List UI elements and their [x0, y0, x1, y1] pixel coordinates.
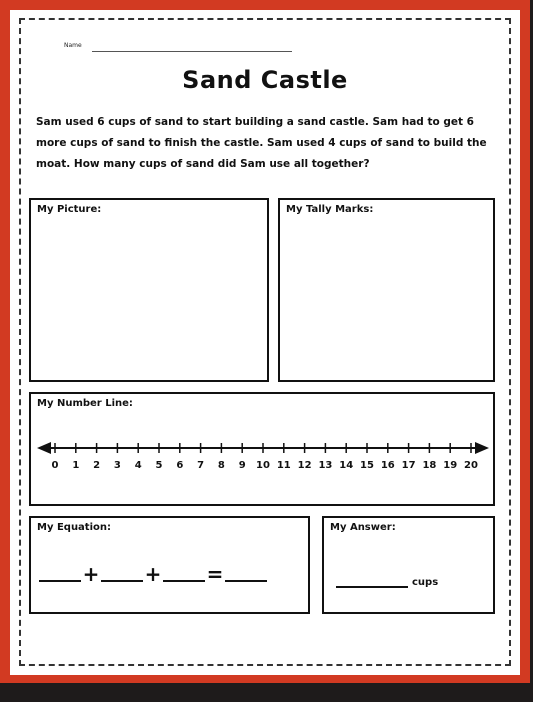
picture-label: My Picture:	[37, 204, 102, 215]
number-line-tick-label: 12	[297, 460, 312, 471]
equals-sign: =	[206, 562, 224, 586]
worksheet-page	[10, 10, 520, 675]
right-arrow-icon	[475, 442, 489, 454]
number-line-tick-label: 13	[318, 460, 333, 471]
tally-label: My Tally Marks:	[286, 204, 374, 215]
word-problem: Sam used 6 cups of sand to start building a sand castle. Sam had to get 6 more cups of sand to finish the castle. Sam used 4 cups of sand to build the moat. How many cups of sand did Sam use all together?	[36, 116, 487, 170]
number-line-tick-label: 2	[93, 460, 101, 471]
answer-row	[336, 572, 438, 588]
equation-row	[39, 562, 267, 586]
equation-blank	[39, 566, 81, 582]
tally-box	[278, 198, 495, 382]
equation-box	[29, 516, 310, 614]
answer-box	[322, 516, 495, 614]
number-line-tick-label: 3	[113, 460, 121, 471]
number-line-tick-label: 16	[380, 460, 395, 471]
answer-blank	[336, 572, 408, 588]
equation-blank	[225, 566, 267, 582]
number-line-tick-label: 7	[197, 460, 205, 471]
answer-label: My Answer:	[330, 522, 396, 533]
name-label: Name	[64, 42, 82, 49]
left-arrow-icon	[37, 442, 51, 454]
worksheet-title: Sand Castle	[182, 66, 348, 94]
number-line-tick-label: 6	[176, 460, 184, 471]
number-line-tick-label: 1	[72, 460, 80, 471]
answer-unit: cups	[412, 577, 439, 588]
picture-box	[29, 198, 269, 382]
number-line-label: My Number Line:	[37, 398, 133, 409]
number-line-tick-label: 0	[51, 460, 59, 471]
number-line-tick-label: 15	[360, 460, 374, 471]
number-line-tick-label: 14	[339, 460, 354, 471]
plus-sign: +	[144, 562, 162, 586]
equation-blank	[101, 566, 143, 582]
number-line-tick-label: 10	[256, 460, 270, 471]
number-line	[31, 434, 493, 494]
number-line-tick-label: 4	[134, 460, 142, 471]
number-line-tick-label: 9	[238, 460, 246, 471]
number-line-tick-label: 11	[276, 460, 291, 471]
number-line-tick-label: 17	[401, 460, 416, 471]
number-line-tick-label: 8	[217, 460, 225, 471]
number-line-box	[29, 392, 495, 506]
number-line-tick-label: 20	[464, 460, 478, 471]
plus-sign: +	[82, 562, 100, 586]
equation-blank	[163, 566, 205, 582]
equation-label: My Equation:	[37, 522, 112, 533]
number-line-tick-label: 18	[422, 460, 437, 471]
name-line	[92, 51, 292, 52]
number-line-tick-label: 5	[155, 460, 163, 471]
number-line-tick-label: 19	[443, 460, 458, 471]
